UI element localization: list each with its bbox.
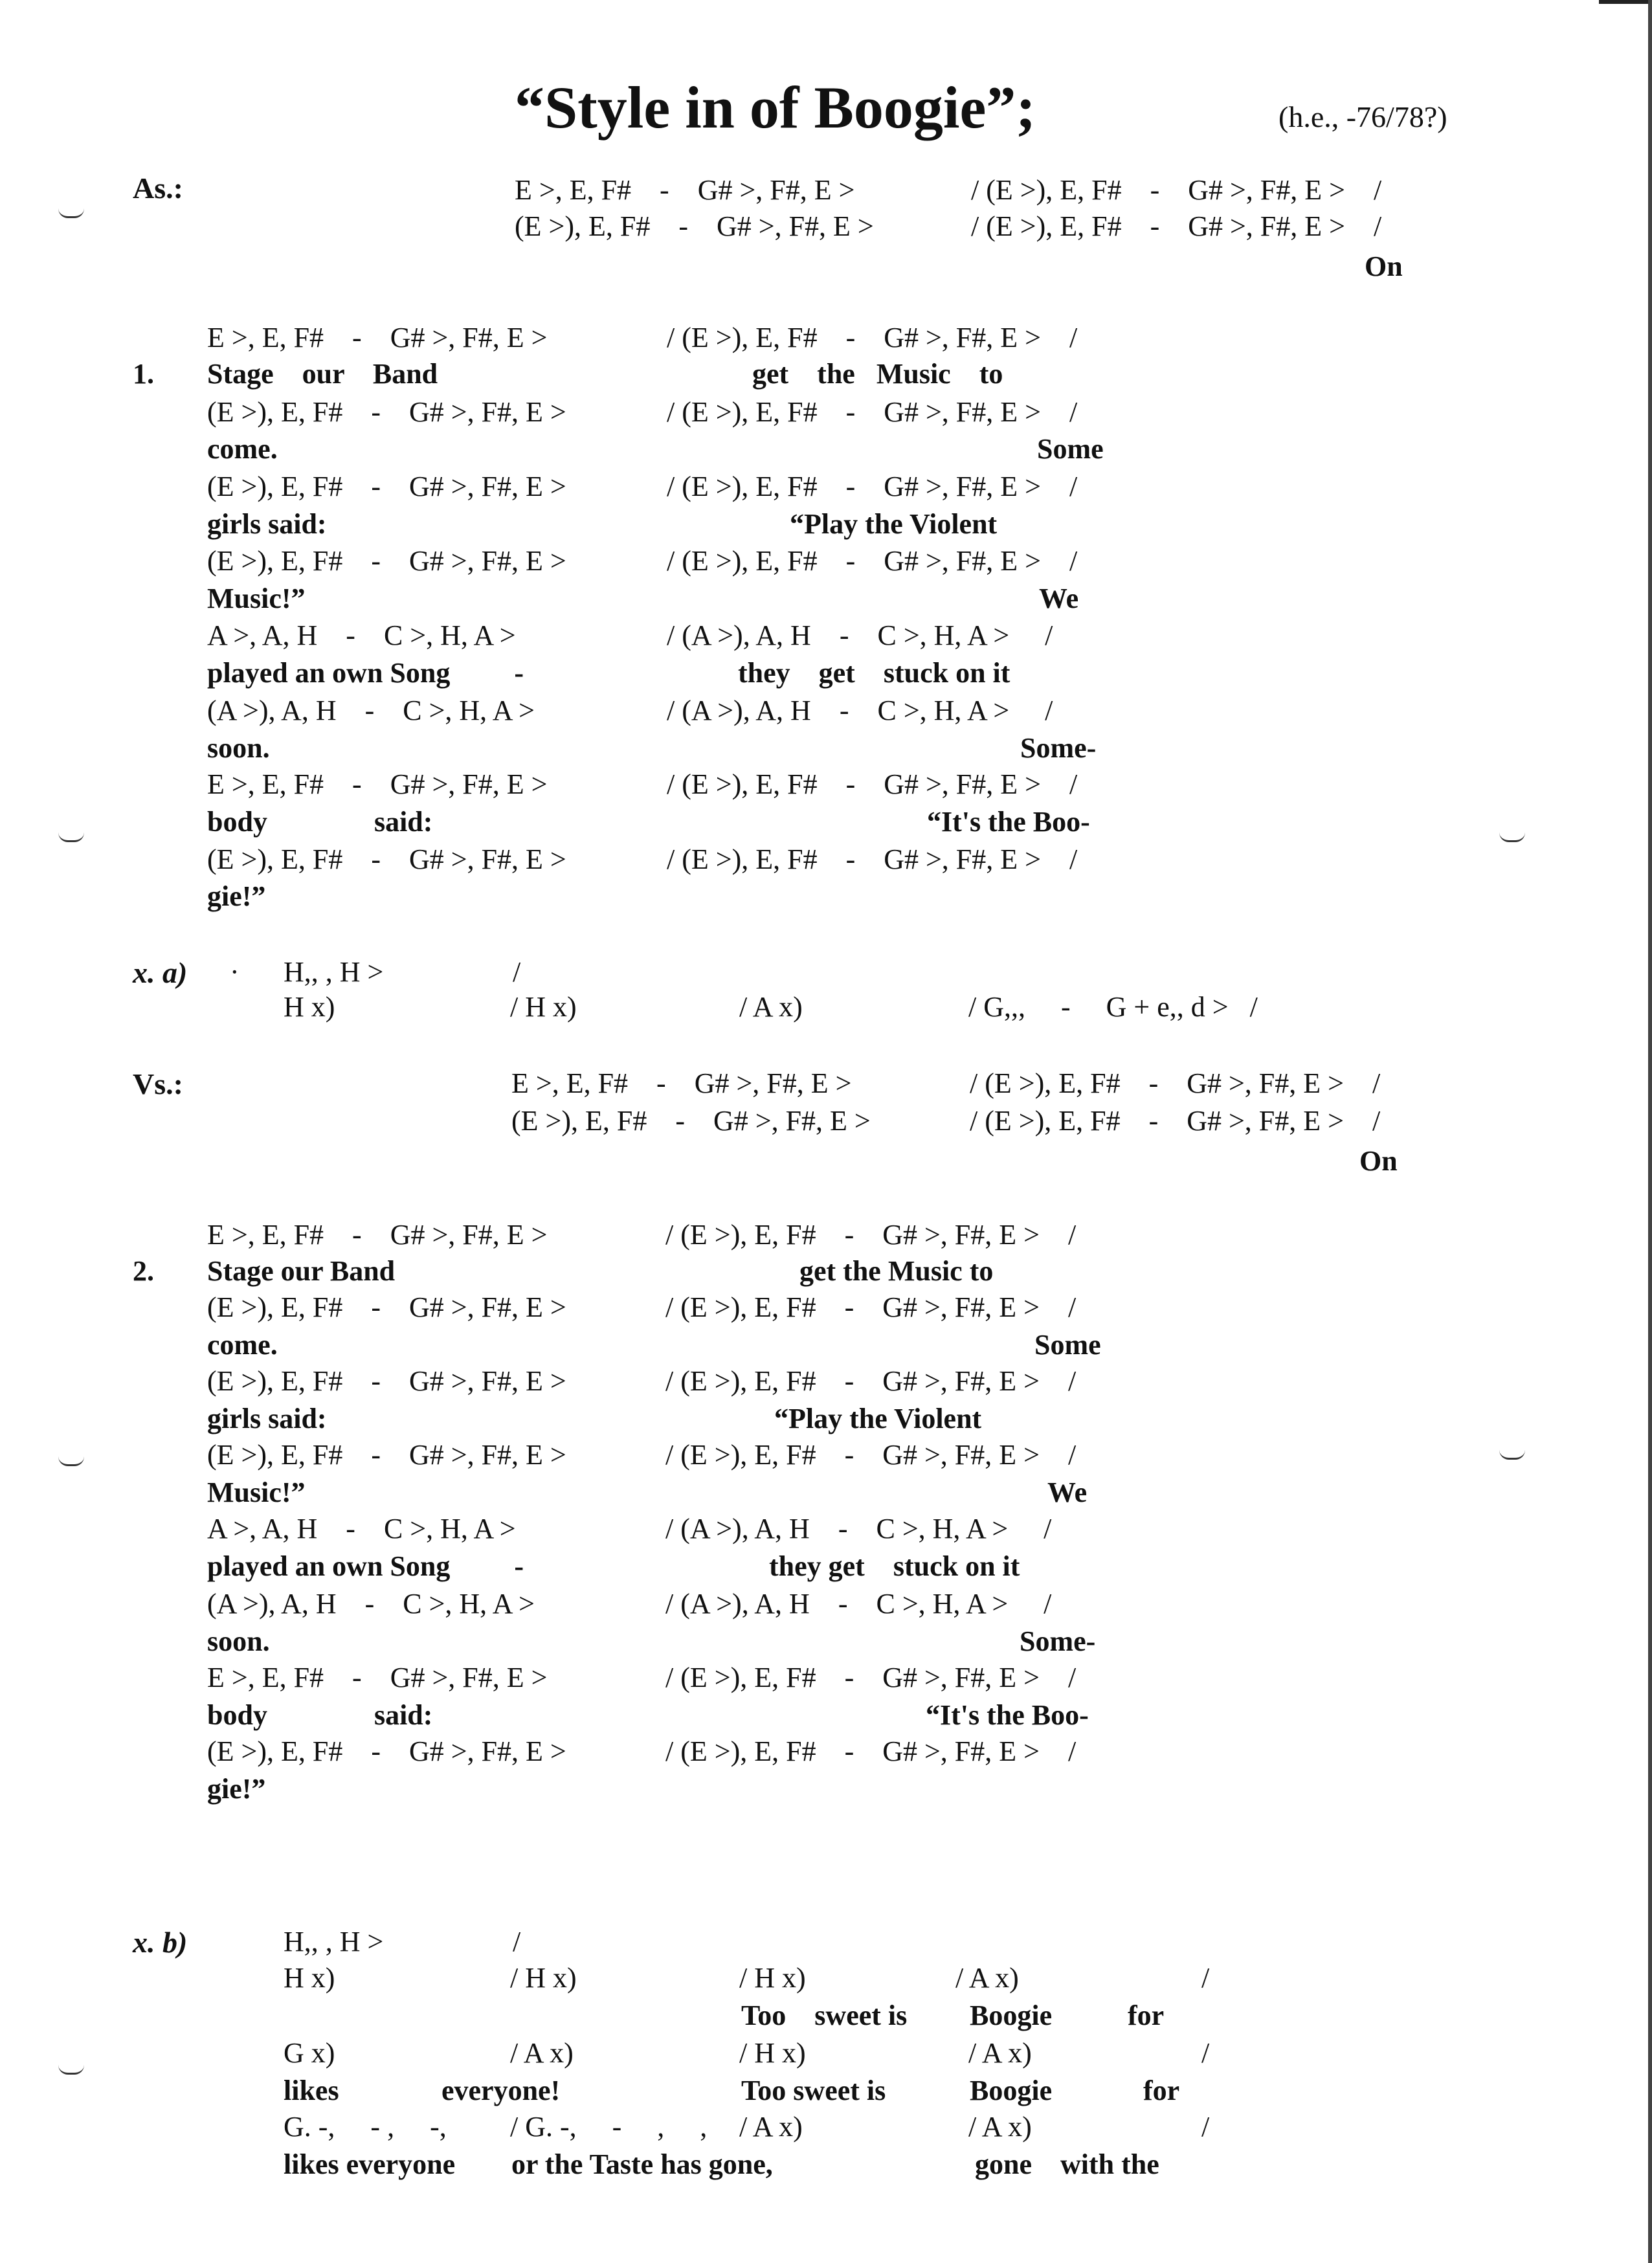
chord-line: / (E >), E, F# - G# >, F#, E > / xyxy=(665,1735,1077,1767)
chord-line: / (E >), E, F# - G# >, F#, E > / xyxy=(667,471,1078,502)
lyric-text: they get stuck on it xyxy=(769,1550,1020,1582)
chord-line: (E >), E, F# - G# >, F#, E > xyxy=(207,1365,566,1397)
chord-line: / H x) xyxy=(739,1962,806,1994)
section-label-xb: x. b) xyxy=(133,1926,188,1959)
chord-line: / (A >), A, H - C >, H, A > / xyxy=(667,619,1053,651)
chord-line: / (E >), E, F# - G# >, F#, E > / xyxy=(667,396,1078,428)
chord-line: (E >), E, F# - G# >, F#, E > xyxy=(207,471,566,502)
punch-hole-mark xyxy=(1499,832,1525,842)
chord-line: H x) xyxy=(284,991,335,1023)
section-label-as: As.: xyxy=(133,172,183,205)
lyric-text: get the Music to xyxy=(799,1255,994,1287)
chord-line: E >, E, F# - G# >, F#, E > xyxy=(207,322,548,353)
dot-mark: · xyxy=(230,956,240,988)
punch-hole-mark xyxy=(58,1456,84,1466)
chord-line: (A >), A, H - C >, H, A > xyxy=(207,1588,535,1620)
lyric-text: gie!” xyxy=(207,1773,266,1805)
chord-line: (E >), E, F# - G# >, F#, E > xyxy=(207,1291,566,1323)
chord-line: (A >), A, H - C >, H, A > xyxy=(207,695,535,726)
chord-line: / xyxy=(513,956,521,988)
lyric-text: girls said: xyxy=(207,508,327,540)
chord-line: G. -, - , -, xyxy=(284,2111,447,2143)
chord-line: H x) xyxy=(284,1962,335,1994)
chord-line: / A x) xyxy=(955,1962,1019,1994)
chord-line: / (A >), A, H - C >, H, A > / xyxy=(667,695,1053,726)
lyric-text: Boogie xyxy=(970,2000,1053,2031)
chord-line: / H x) xyxy=(739,2037,806,2069)
lyric-text: or the Taste has gone, xyxy=(511,2148,773,2180)
lyric-text: played an own Song - xyxy=(207,657,524,689)
chord-line: / A x) xyxy=(739,2111,803,2143)
chord-line: / A x) xyxy=(968,2111,1032,2143)
lyric-text: On xyxy=(1365,251,1403,282)
lyric-text: get the Music to xyxy=(752,358,1003,390)
lyric-text: played an own Song - xyxy=(207,1550,524,1582)
chord-line: / H x) xyxy=(510,1962,577,1994)
chord-line: / (E >), E, F# - G# >, F#, E > / xyxy=(667,322,1078,353)
chord-line: / (E >), E, F# - G# >, F#, E > / xyxy=(665,1662,1077,1693)
lyric-text: “Play the Violent xyxy=(774,1403,982,1434)
lyric-text: likes xyxy=(284,2075,339,2106)
lyric-text: they get stuck on it xyxy=(738,657,1010,689)
lyric-text: “It's the Boo- xyxy=(927,806,1090,838)
chord-line: / xyxy=(1201,1962,1210,1994)
chord-line: (E >), E, F# - G# >, F#, E > xyxy=(207,1735,566,1767)
punch-hole-mark xyxy=(58,2065,84,2075)
punch-hole-mark xyxy=(1499,1450,1525,1460)
chord-line: (E >), E, F# - G# >, F#, E > xyxy=(207,843,566,875)
verse-number: 2. xyxy=(133,1255,154,1287)
lyric-text: everyone! xyxy=(441,2075,561,2106)
chord-line: / (E >), E, F# - G# >, F#, E > / xyxy=(667,768,1078,800)
lyric-text: Some xyxy=(1034,1329,1101,1361)
chord-line: / A x) xyxy=(739,991,803,1023)
chord-line: / A x) xyxy=(510,2037,574,2069)
lyric-text: girls said: xyxy=(207,1403,327,1434)
lyric-text: gie!” xyxy=(207,880,266,912)
chord-line: / H x) xyxy=(510,991,577,1023)
chord-line: / (E >), E, F# - G# >, F#, E > / xyxy=(667,843,1078,875)
lyric-text: for xyxy=(1128,2000,1165,2031)
song-title: “Style in of Boogie”; xyxy=(515,74,1036,140)
section-label-vs: Vs.: xyxy=(133,1067,183,1100)
chord-line: (E >), E, F# - G# >, F#, E > xyxy=(207,545,566,577)
lyric-text: Some- xyxy=(1020,1625,1096,1657)
chord-line: / (A >), A, H - C >, H, A > / xyxy=(665,1513,1052,1544)
lyric-text: for xyxy=(1143,2075,1180,2106)
chord-line: A >, A, H - C >, H, A > xyxy=(207,1513,516,1544)
lyric-text: On xyxy=(1359,1145,1398,1177)
lyric-text: “It's the Boo- xyxy=(926,1699,1089,1731)
chord-line: (E >), E, F# - G# >, F#, E > xyxy=(207,1439,566,1471)
chord-line: / (A >), A, H - C >, H, A > / xyxy=(665,1588,1052,1620)
chord-line: / xyxy=(1201,2111,1210,2143)
chord-line: G x) xyxy=(284,2037,335,2069)
chord-line: E >, E, F# - G# >, F#, E > xyxy=(207,1219,548,1251)
lyric-text: come. xyxy=(207,1329,278,1361)
chord-line: / (E >), E, F# - G# >, F#, E > / xyxy=(665,1219,1077,1251)
page-edge-line-right xyxy=(1648,0,1652,2263)
chord-line: / xyxy=(513,1926,521,1957)
lyric-text: body said: xyxy=(207,1699,433,1731)
chord-line: / A x) xyxy=(968,2037,1032,2069)
verse-number: 1. xyxy=(133,358,154,390)
page-edge-line-top xyxy=(1599,0,1652,4)
lyric-text: likes everyone xyxy=(284,2148,456,2180)
chord-line: / (E >), E, F# - G# >, F#, E > / xyxy=(665,1291,1077,1323)
chord-line: / (E >), E, F# - G# >, F#, E > / xyxy=(971,210,1382,242)
lyric-text: Stage our Band xyxy=(207,358,438,390)
chord-line: / (E >), E, F# - G# >, F#, E > / xyxy=(667,545,1078,577)
lyric-text: come. xyxy=(207,433,278,465)
lyric-text: Too sweet is xyxy=(741,2075,886,2106)
lyric-text: Some xyxy=(1037,433,1104,465)
lyric-text: “Play the Violent xyxy=(790,508,998,540)
chord-line: E >, E, F# - G# >, F#, E > xyxy=(511,1067,852,1099)
date-note: (h.e., -76/78?) xyxy=(1278,100,1447,133)
chord-line: / G. -, - , , xyxy=(510,2111,708,2143)
punch-hole-mark xyxy=(58,208,84,218)
lyric-text: We xyxy=(1047,1477,1088,1508)
chord-line: / G,,, - G + e,, d > / xyxy=(968,991,1258,1023)
lyric-text: We xyxy=(1039,583,1079,614)
chord-line: (E >), E, F# - G# >, F#, E > xyxy=(515,210,874,242)
chord-line: H,, , H > xyxy=(284,956,384,988)
chord-line: / (E >), E, F# - G# >, F#, E > / xyxy=(665,1365,1077,1397)
lyric-text: gone with the xyxy=(975,2148,1159,2180)
lyric-text: soon. xyxy=(207,1625,270,1657)
punch-hole-mark xyxy=(58,832,84,842)
chord-line: (E >), E, F# - G# >, F#, E > xyxy=(207,396,566,428)
chord-line: E >, E, F# - G# >, F#, E > xyxy=(207,1662,548,1693)
chord-line: / (E >), E, F# - G# >, F#, E > / xyxy=(665,1439,1077,1471)
lyric-text: Boogie xyxy=(970,2075,1053,2106)
chord-line: (E >), E, F# - G# >, F#, E > xyxy=(511,1105,871,1137)
chord-line: / (E >), E, F# - G# >, F#, E > / xyxy=(971,174,1382,206)
lyric-text: Too sweet is xyxy=(741,2000,908,2031)
lyric-text: Music!” xyxy=(207,583,306,614)
lyric-text: Music!” xyxy=(207,1477,306,1508)
lyric-text: soon. xyxy=(207,732,270,764)
chord-line: E >, E, F# - G# >, F#, E > xyxy=(515,174,855,206)
chord-line: / xyxy=(1201,2037,1210,2069)
chord-line: E >, E, F# - G# >, F#, E > xyxy=(207,768,548,800)
section-label-xa: x. a) xyxy=(133,956,188,989)
chord-line: H,, , H > xyxy=(284,1926,384,1957)
chord-line: / (E >), E, F# - G# >, F#, E > / xyxy=(970,1105,1381,1137)
lyric-text: body said: xyxy=(207,806,433,838)
lyric-text: Stage our Band xyxy=(207,1255,396,1287)
lyric-text: Some- xyxy=(1020,732,1097,764)
chord-line: / (E >), E, F# - G# >, F#, E > / xyxy=(970,1067,1381,1099)
chord-line: A >, A, H - C >, H, A > xyxy=(207,619,516,651)
